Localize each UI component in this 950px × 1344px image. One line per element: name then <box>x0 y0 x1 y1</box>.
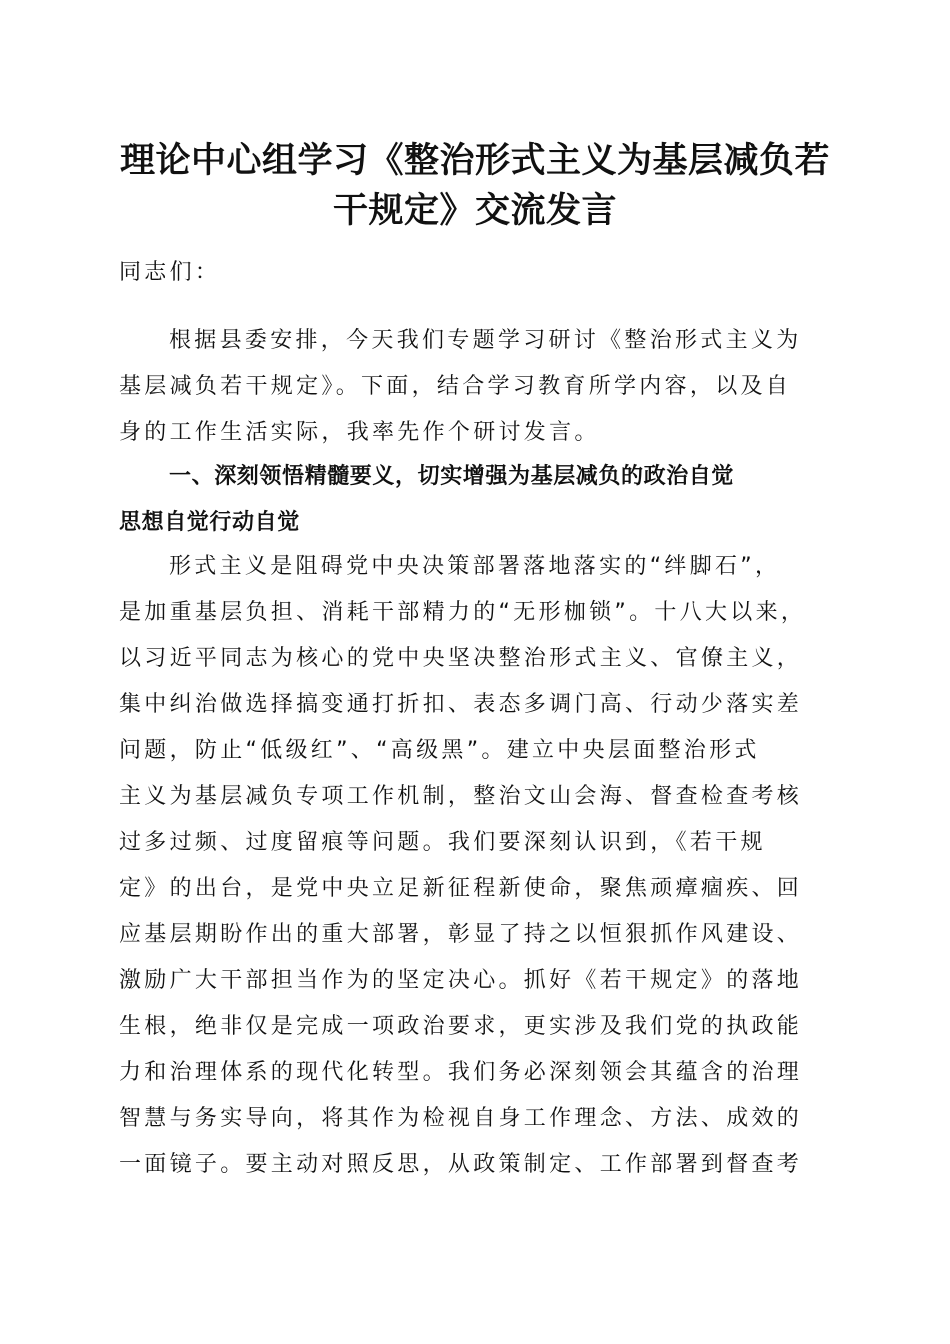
paragraph-line: 一面镜子。要主动对照反思，从政策制定、工作部署到督查考 <box>119 1152 803 1177</box>
paragraph-line: 定》的出台，是党中央立足新征程新使命，聚焦顽瘴痼疾、回 <box>119 876 803 901</box>
paragraph-intro <box>119 318 831 456</box>
paragraph-line: 应基层期盼作出的重大部署，彰显了持之以恒狠抓作风建设、 <box>119 922 803 947</box>
paragraph-section-1 <box>119 544 831 1188</box>
paragraph-line: 力和治理体系的现代化转型。我们务必深刻领会其蕴含的治理 <box>119 1060 803 1085</box>
title-line: 理论中心组学习《整治形式主义为基层减负若 <box>119 140 830 181</box>
paragraph-line: 形式主义是阻碍党中央决策部署落地落实的“绊脚石”， <box>169 554 781 579</box>
document-title <box>100 136 850 236</box>
title-line: 干规定》交流发言 <box>332 190 617 231</box>
heading-line: 思想自觉行动自觉 <box>119 510 300 535</box>
greeting <box>119 250 831 296</box>
paragraph-line: 智慧与务实导向，将其作为检视自身工作理念、方法、成效的 <box>119 1106 803 1131</box>
paragraph-line: 是加重基层负担、消耗干部精力的“无形枷锁”。十八大以来， <box>119 600 807 625</box>
paragraph-line: 以习近平同志为核心的党中央坚决整治形式主义、官僚主义， <box>119 646 803 671</box>
paragraph-line: 集中纠治做选择搞变通打折扣、表态多调门高、行动少落实差 <box>119 692 803 717</box>
paragraph-line: 根据县委安排，今天我们专题学习研讨《整治形式主义为 <box>169 328 802 353</box>
paragraph-line: 过多过频、过度留痕等问题。我们要深刻认识到，《若干规 <box>119 830 766 855</box>
paragraph-line: 身的工作生活实际，我率先作个研讨发言。 <box>119 420 600 445</box>
paragraph-line: 生根，绝非仅是完成一项政治要求，更实涉及我们党的执政能 <box>119 1014 803 1039</box>
heading-line: 一、深刻领悟精髓要义，切实增强为基层减负的政治自觉 <box>169 464 735 489</box>
paragraph-line: 激励广大干部担当作为的坚定决心。抓好《若干规定》的落地 <box>119 968 803 993</box>
paragraph-line: 问题，防止“低级红”、“高级黑”。建立中央层面整治形式 <box>119 738 760 763</box>
section-heading-1 <box>119 454 831 546</box>
paragraph-line: 基层减负若干规定》。下面，结合学习教育所学内容，以及自 <box>119 374 792 399</box>
paragraph-line: 主义为基层减负专项工作机制，整治文山会海、督查检查考核 <box>119 784 803 809</box>
greeting-line: 同志们： <box>119 260 221 285</box>
